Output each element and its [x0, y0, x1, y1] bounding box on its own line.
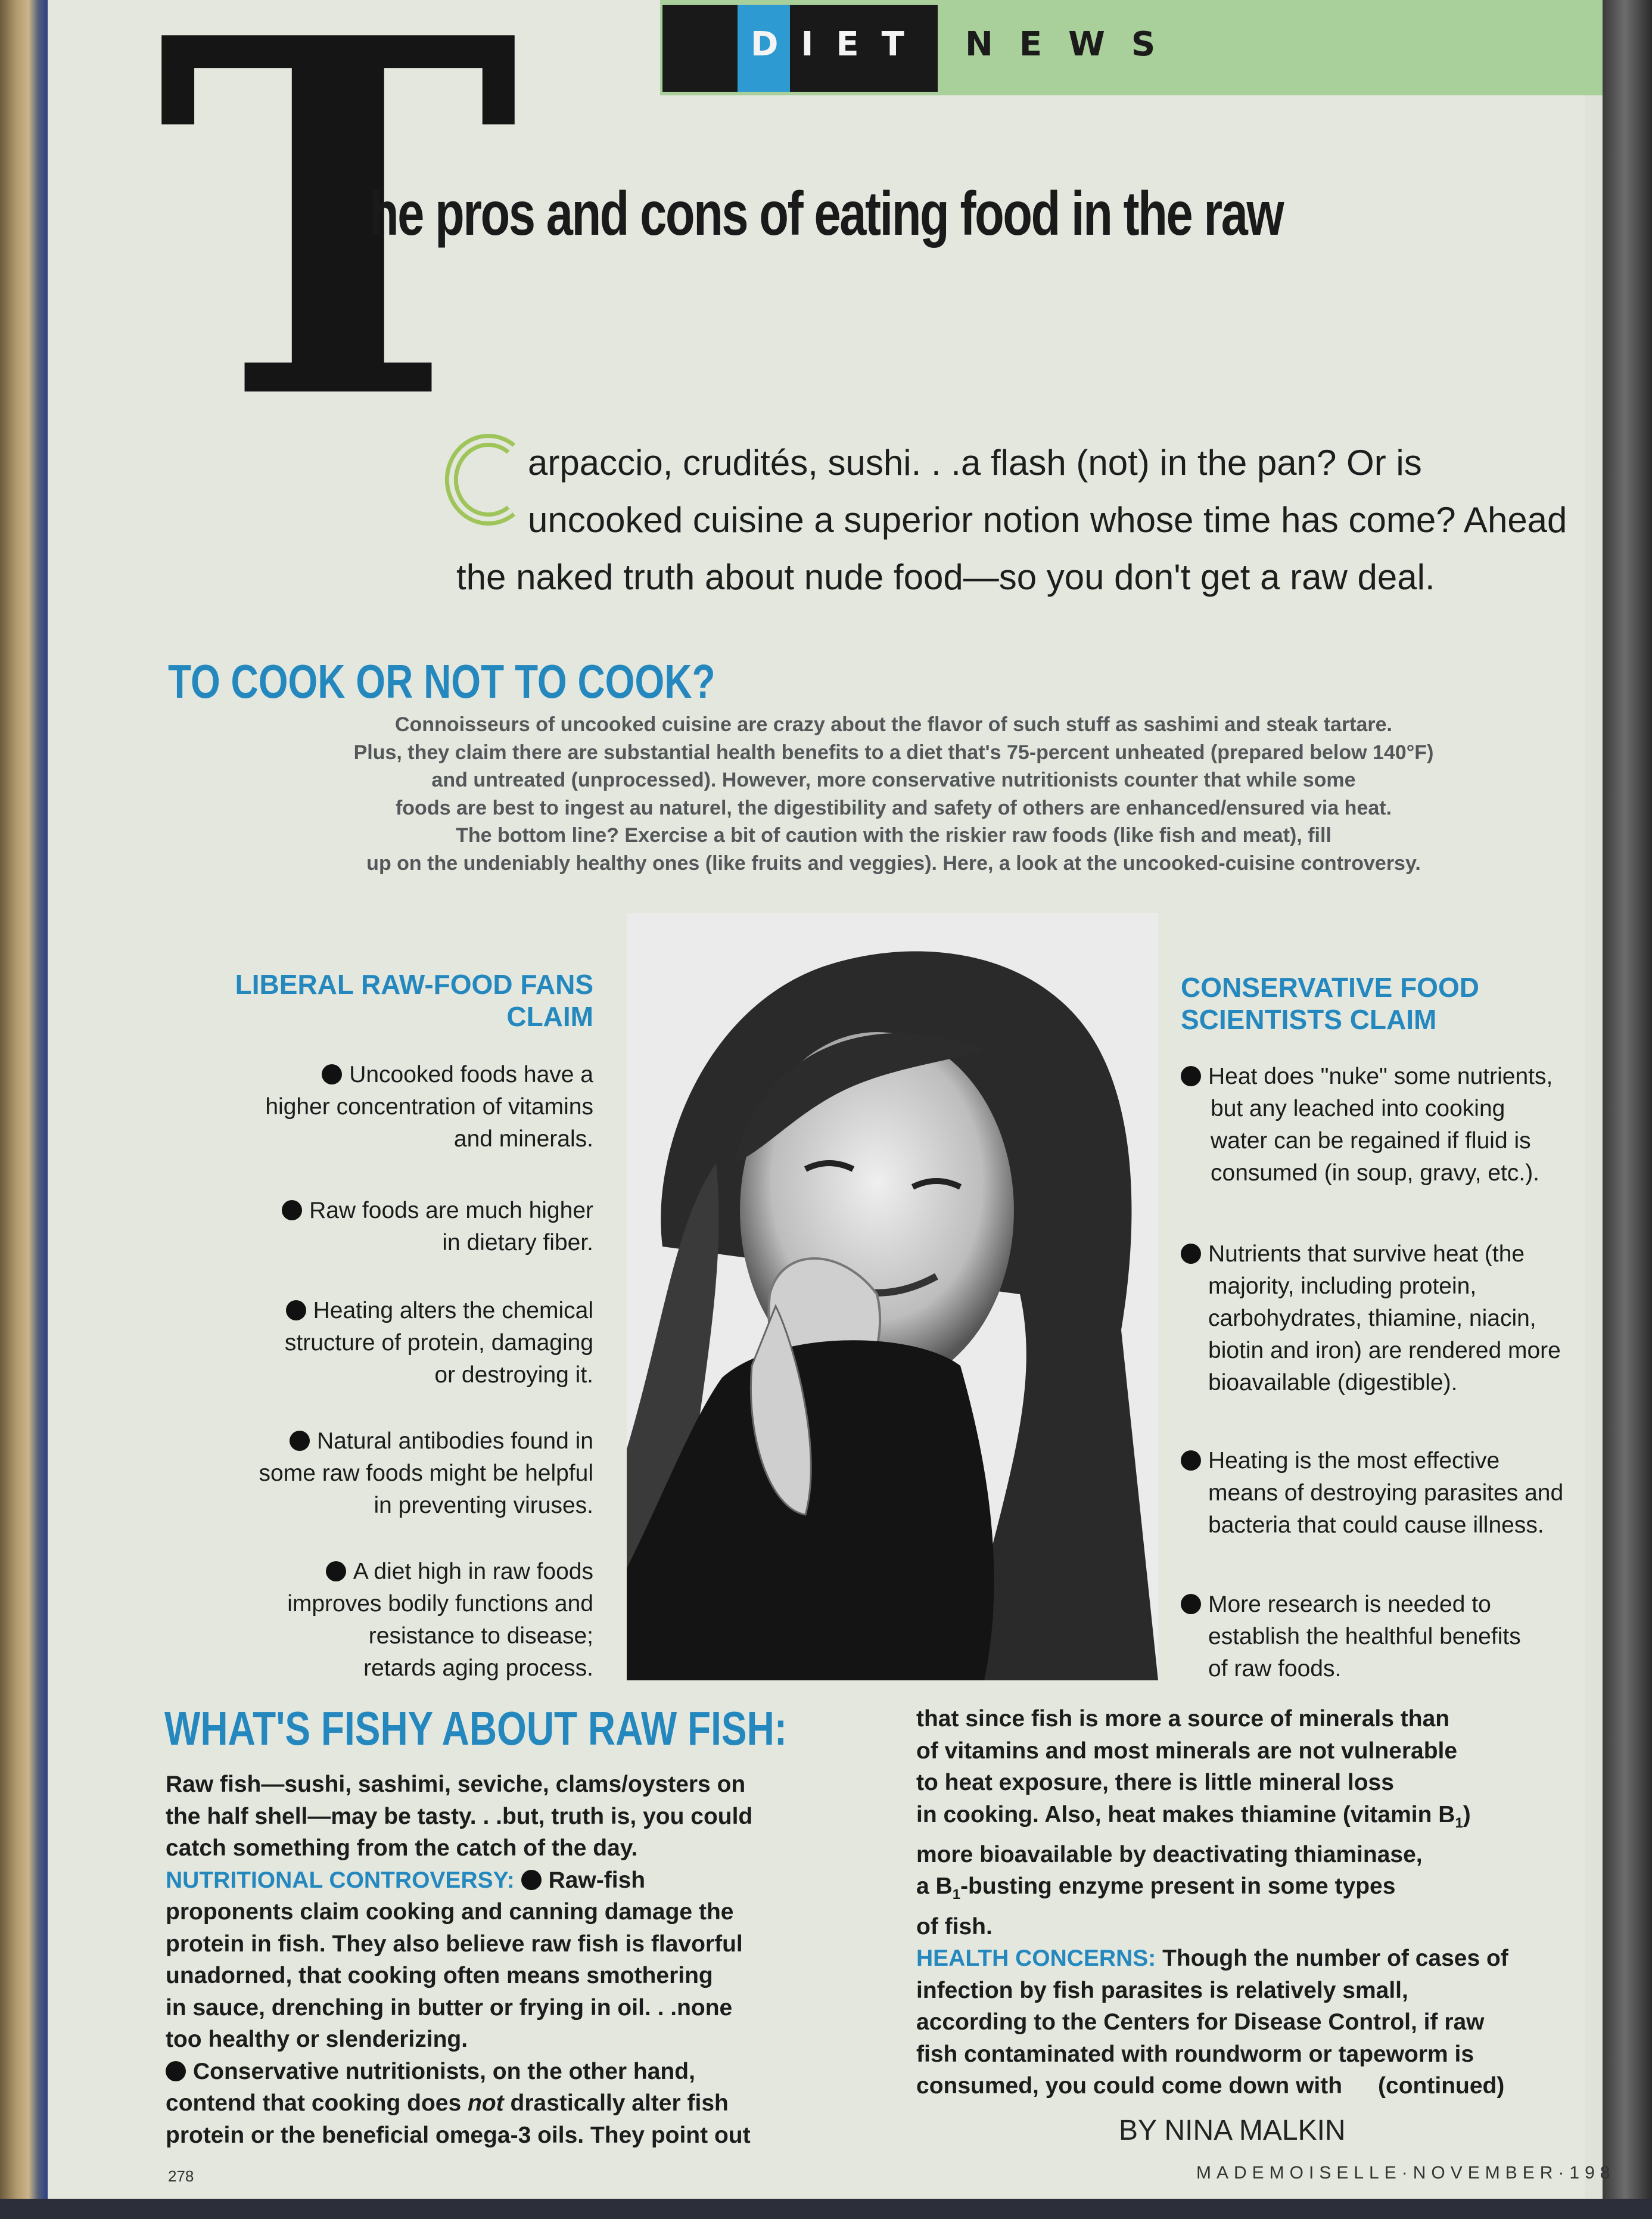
magazine-footer: MADEMOISELLE·NOVEMBER·198 [1196, 2163, 1616, 2183]
health-concerns-label: HEALTH CONCERNS: [916, 1945, 1156, 1972]
raw-fish-left-column: Raw fish—sushi, sashimi, seviche, clams/oysters on the half shell—may be tasty. . .but, truth is, you could catch something from the catch of the day. NUTRITIONAL CONTROVERSY: Raw-fish proponents claim cooking and canning damage the protein in fish. They also believe raw fish is flavorful unadorned, that cooking often means smothering in sauce, drenching in butter or frying in oil. . .none too healthy or slenderizing. Conservative nutritionists, on the other hand, contend that cooking does not drastically alter fish protein or the beneficial omega-3 oils. They point out [166, 1772, 753, 2148]
heading-line: CLAIM [506, 1001, 593, 1032]
paragraph-line: Plus, they claim there are substantial health benefits to a diet that's 75-percent unheated (prepared below 140°F) [353, 741, 1434, 764]
page-number: 278 [168, 2167, 194, 2185]
heading-line: LIBERAL RAW-FOOD FANS [235, 969, 593, 1000]
bullet-icon [326, 1561, 346, 1581]
conservative-claim: More research is needed to establish the healthful benefits of raw foods. [1181, 1589, 1610, 1685]
byline: BY NINA MALKIN [1119, 2115, 1346, 2146]
kicker-news: NEWS [965, 25, 1182, 64]
liberal-claim: Natural antibodies found in some raw foods might be helpful in preventing viruses. [259, 1428, 593, 1518]
paragraph-line: up on the undeniably healthy ones (like fruits and veggies). Here, a look at the uncooked-cuisine controversy. [366, 851, 1421, 875]
section-heading-raw-fish: WHAT'S FISHY ABOUT RAW FISH: [164, 1702, 788, 1755]
page-title: he pros and cons of eating food in the raw [369, 179, 1283, 248]
liberal-claim: Raw foods are much higher in dietary fiber. [197, 1195, 593, 1259]
kicker-diet: DIET [751, 25, 927, 64]
bottom-edge-shadow [0, 2199, 1652, 2219]
conservative-claim: Heating is the most effective means of destroying parasites and bacteria that could cause illness. [1181, 1445, 1610, 1542]
paragraph-line: and untreated (unprocessed). However, more conservative nutritionists counter that while some [431, 769, 1356, 791]
conservative-claim: Nutrients that survive heat (the majority, including protein, carbohydrates, thiamine, niacin, biotin and iron) are rendered more bioavailable (digestible). [1181, 1238, 1610, 1399]
paragraph-line: foods are best to ingest au naturel, the digestibility and safety of others are enhanced/ensured via heat. [395, 796, 1392, 819]
conservative-claims-heading [1181, 971, 1586, 1036]
raw-fish-right-column: that since fish is more a source of minerals than of vitamins and most minerals are not vulnerable to heat exposure, there is little mineral loss in cooking. Also, heat makes thiamine (vitamin $B_1$) more bioavailable by deactivating thiaminase, a $B_1$-busting enzyme present in some types of fish. HEALTH CONCERNS: Though the number of cases of infection by fish parasites is relatively small, according to the Centers for Disease Control, if raw fish contaminated with roundworm or tapeworm is consumed, you could come down with (continued) [916, 1706, 1508, 2099]
heading-line: CONSERVATIVE FOOD [1181, 972, 1479, 1003]
liberal-claim: A diet high in raw foods improves bodily functions and resistance to disease; retards aging process. [287, 1559, 593, 1681]
paragraph-line: The bottom line? Exercise a bit of caution with the riskier raw foods (like fish and meat), fill [456, 824, 1331, 847]
liberal-claim: Heating alters the chemical structure of protein, damaging or destroying it. [284, 1298, 593, 1388]
next-page-edge [1603, 0, 1652, 2219]
nutritional-controversy-label: NUTRITIONAL CONTROVERSY: [166, 1867, 515, 1893]
bullet-icon [322, 1064, 342, 1084]
bullet-icon [166, 2061, 186, 2081]
heading-line: SCIENTISTS CLAIM [1181, 1004, 1437, 1035]
magazine-binding [0, 0, 48, 2219]
intro-drop-letter-c [441, 432, 521, 527]
intro-line-3: the naked truth about nude food—so you don't get a raw deal. [456, 557, 1435, 597]
liberal-claim: Uncooked foods have a higher concentration of vitamins and minerals. [265, 1062, 593, 1152]
intro-line-1: arpaccio, crudités, sushi. . .a flash (not) in the pan? Or is [528, 443, 1422, 483]
bullet-icon [286, 1300, 306, 1320]
title-drop-letter: T [156, 0, 520, 507]
bullet-icon [1181, 1450, 1201, 1471]
section-heading-cook: TO COOK OR NOT TO COOK? [168, 655, 715, 708]
bullet-icon [521, 1870, 542, 1890]
section-intro-paragraph [214, 711, 1573, 877]
liberal-claims-heading [179, 968, 593, 1033]
conservative-claim: Heat does "nuke" some nutrients, but any leached into cooking water can be regained if fluid is consumed (in soup, gravy, etc.). [1181, 1061, 1610, 1189]
paragraph-line: Connoisseurs of uncooked cuisine are crazy about the flavor of such stuff as sashimi and steak tartare. [394, 713, 1393, 736]
bullet-icon [290, 1431, 310, 1451]
bullet-icon [1181, 1066, 1201, 1086]
woman-eating-apple-photo [627, 913, 1158, 1680]
bullet-icon [1181, 1244, 1201, 1264]
bullet-icon [282, 1200, 302, 1220]
bullet-icon [1181, 1594, 1201, 1614]
intro-line-2: uncooked cuisine a superior notion whose time has come? Ahead [528, 500, 1567, 540]
